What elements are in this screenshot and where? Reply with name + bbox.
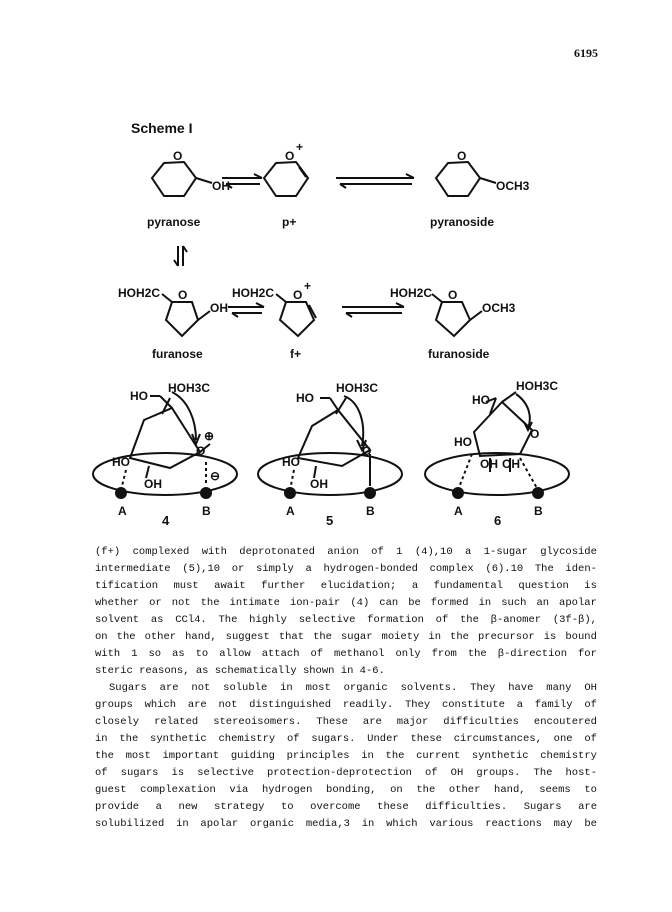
word: that	[278, 631, 305, 643]
word: bonding,	[326, 784, 377, 796]
word: may	[553, 818, 573, 830]
word: shown	[302, 665, 335, 677]
c4-ominus: ⊖	[210, 469, 221, 483]
word: allow	[219, 648, 251, 660]
word: groups.	[476, 767, 521, 779]
word: attach	[261, 648, 300, 660]
host-site-b-5	[364, 487, 376, 499]
word: intimate	[229, 597, 280, 609]
word: of	[310, 648, 324, 660]
c4-ring-o: O	[196, 444, 206, 458]
word: steric	[95, 665, 133, 677]
word: other	[448, 784, 481, 796]
c4-ho-top: HO	[130, 389, 148, 403]
word: the	[95, 750, 114, 762]
furanoside-name: furanoside	[428, 347, 490, 361]
word: from	[431, 648, 457, 660]
word: can	[379, 597, 399, 609]
word: Under	[367, 733, 399, 745]
word: of	[584, 699, 597, 711]
word: glycoside	[540, 546, 597, 558]
c4-oh: OH	[144, 477, 162, 491]
word: moiety	[381, 631, 420, 643]
c6-oh-right: OH	[502, 457, 520, 471]
complex-5-number: 5	[326, 513, 334, 528]
text-line	[95, 799, 597, 816]
word: reasons,	[139, 665, 190, 677]
word: as	[172, 648, 185, 660]
word: host-	[565, 767, 597, 779]
word: which	[144, 699, 177, 711]
c6-oh-left: OH	[480, 457, 498, 471]
f-plus-hoh2c-label: HOH2C	[232, 286, 275, 300]
host-site-a-5	[284, 487, 296, 499]
word: these	[410, 733, 442, 745]
word: is	[584, 580, 597, 592]
c6-site-a: A	[454, 504, 463, 518]
word: in	[361, 818, 375, 830]
word: so	[148, 648, 162, 660]
word: a	[465, 546, 472, 558]
word: 1-sugar	[483, 546, 528, 558]
f-plus-ring	[280, 302, 314, 336]
word: organic	[249, 818, 295, 830]
word: via	[229, 784, 249, 796]
pyranoside-ring	[436, 162, 480, 196]
word: CCl4.	[175, 614, 207, 626]
word: an	[536, 597, 550, 609]
word: The	[218, 614, 238, 626]
word: hand,	[494, 784, 526, 796]
word: Sugars	[109, 682, 147, 694]
c6-hoh3c: HOH3C	[516, 379, 559, 393]
word: schematically	[214, 665, 297, 677]
word: difficulties.	[425, 801, 508, 813]
word: (6).10	[485, 563, 524, 575]
word: organic	[343, 682, 388, 694]
text-line	[95, 595, 597, 612]
word: They	[470, 682, 496, 694]
word: closely	[95, 716, 140, 728]
text-line	[95, 714, 597, 731]
word: solvents.	[400, 682, 458, 694]
c5-oh: OH	[310, 477, 328, 491]
word: in	[340, 665, 354, 677]
word: in	[478, 597, 492, 609]
word: 4-6.	[359, 665, 385, 677]
word: hand,	[185, 631, 217, 643]
word: not	[171, 597, 191, 609]
scheme-title: Scheme I	[131, 120, 193, 136]
p-plus-ring	[264, 162, 308, 196]
word: chemistry	[540, 750, 597, 762]
pyranose-oh-label: OH	[212, 179, 230, 193]
c5-hoh3c: HOH3C	[336, 381, 379, 395]
word: important	[162, 750, 220, 762]
word: complexation	[140, 784, 216, 796]
word: The	[533, 767, 553, 779]
p-plus-name: p+	[282, 215, 297, 229]
word: selective	[298, 614, 356, 626]
word: The	[534, 563, 554, 575]
word: a	[516, 699, 524, 711]
word: to	[195, 648, 209, 660]
c6-ho-left: HO	[454, 435, 472, 449]
word: of	[425, 767, 438, 779]
word: β-direction	[497, 648, 567, 660]
word: further	[261, 580, 306, 592]
c5-ring-o: O	[362, 444, 372, 458]
host-site-a-4	[115, 487, 127, 499]
c4-ho-left: HO	[112, 455, 130, 469]
word: hydrogen	[261, 784, 313, 796]
word: They	[404, 699, 431, 711]
word: solubilized	[95, 818, 165, 830]
word: guest	[95, 784, 127, 796]
word: selective	[197, 767, 254, 779]
word: is	[171, 767, 185, 779]
word: have	[508, 682, 534, 694]
c6-site-b: B	[534, 504, 543, 518]
text-line	[95, 765, 597, 782]
word: deprotonated	[239, 546, 315, 558]
word: many	[546, 682, 572, 694]
word: the	[416, 784, 436, 796]
word: be	[584, 818, 597, 830]
complex-6-number: 6	[494, 513, 502, 528]
word: tification	[95, 580, 159, 592]
word: suggest	[225, 631, 270, 643]
word: chemistry	[218, 733, 276, 745]
word: to	[584, 784, 597, 796]
f-plus-charge: +	[304, 279, 312, 293]
word: (3f-β),	[552, 614, 597, 626]
word: related	[154, 716, 199, 728]
word: in	[280, 682, 293, 694]
host-ring-5	[258, 453, 402, 495]
word: synthetic	[471, 750, 529, 762]
pyranose-ring	[152, 162, 196, 196]
pyranoside-och3-label: OCH3	[496, 179, 530, 193]
word: are	[578, 801, 597, 813]
word: principles	[286, 750, 350, 762]
pyranoside-name: pyranoside	[430, 215, 495, 229]
word: the	[200, 597, 220, 609]
word: these	[377, 801, 409, 813]
word: with	[201, 546, 227, 558]
word: of	[95, 767, 108, 779]
word: other	[144, 631, 177, 643]
p-plus-ring-o: O	[285, 149, 295, 163]
furanose-ring-o: O	[178, 288, 188, 302]
text-line	[95, 544, 597, 561]
word: question	[518, 580, 569, 592]
word: OH	[584, 682, 597, 694]
word: (4),10	[414, 546, 453, 558]
word: are	[362, 716, 382, 728]
f-plus-name: f+	[290, 347, 302, 361]
host-site-b-4	[200, 487, 212, 499]
word: Sugars	[523, 801, 562, 813]
text-line	[95, 748, 597, 765]
word: are	[159, 682, 179, 694]
word: precursor	[477, 631, 535, 643]
word: on	[390, 784, 403, 796]
furanose-name: furanose	[152, 347, 203, 361]
c4-site-a: A	[118, 504, 127, 518]
c4-site-b: B	[202, 504, 211, 518]
word: as	[150, 614, 164, 626]
word: sugars	[120, 767, 159, 779]
pyranoside-ring-o: O	[457, 149, 467, 163]
word: only	[395, 648, 421, 660]
word: in	[428, 631, 441, 643]
word: media,3	[305, 818, 350, 830]
word: encoutered	[533, 716, 597, 728]
word: 1	[396, 546, 403, 558]
word: of	[435, 614, 449, 626]
p-plus-charge: +	[296, 140, 304, 154]
word: highly	[249, 614, 287, 626]
sugar-ring-4	[130, 408, 200, 468]
pyranose-ring-o: O	[173, 149, 183, 163]
word: or	[231, 563, 245, 575]
word: current	[416, 750, 461, 762]
word: ion-pair	[289, 597, 341, 609]
c6-ring-o: O	[530, 427, 540, 441]
c5-ho-left: HO	[282, 455, 300, 469]
word: the	[450, 631, 469, 643]
word: OH	[450, 767, 464, 779]
text-line	[95, 680, 597, 697]
text-line	[95, 731, 597, 748]
word: bound	[565, 631, 597, 643]
c4-hoh3c: HOH3C	[168, 381, 211, 395]
word: apolar	[200, 818, 239, 830]
word: These	[316, 716, 348, 728]
word: most	[125, 750, 151, 762]
word: of	[371, 546, 384, 558]
word: the	[313, 631, 332, 643]
word: reactions	[485, 818, 542, 830]
word: in	[361, 750, 374, 762]
word: await	[214, 580, 246, 592]
word: as	[195, 665, 209, 677]
word: intermediate	[95, 563, 171, 575]
host-site-b-6	[532, 487, 544, 499]
word: whether	[95, 597, 140, 609]
furanoside-hoh2c-label: HOH2C	[390, 286, 433, 300]
sugar-ring-6	[474, 402, 532, 456]
word: the	[467, 648, 487, 660]
page-number: 6195	[574, 46, 598, 60]
furanoside-och3-label: OCH3	[482, 301, 516, 315]
word: provide	[95, 801, 140, 813]
furanose-ring	[166, 302, 198, 336]
word: on	[95, 631, 108, 643]
word: the	[460, 614, 479, 626]
word: 1	[131, 648, 138, 660]
word: be	[408, 597, 421, 609]
word: hydrogen-bonded	[323, 563, 418, 575]
word: (f+)	[95, 546, 121, 558]
text-line	[95, 612, 597, 629]
word: complexed	[132, 546, 190, 558]
word: circumstances,	[453, 733, 542, 745]
furanoside-ring	[436, 302, 470, 336]
word: β-anomer	[490, 614, 542, 626]
text-line	[95, 646, 597, 663]
word: which	[386, 818, 418, 830]
word: not	[218, 699, 238, 711]
word: most	[305, 682, 331, 694]
word: new	[178, 801, 198, 813]
word: the	[385, 750, 405, 762]
c6-ho-top: HO	[472, 393, 490, 407]
word: such	[501, 597, 527, 609]
word: methanol	[334, 648, 385, 660]
furanose-oh-label: OH	[210, 301, 228, 315]
word: simply	[256, 563, 294, 575]
word: guiding	[230, 750, 275, 762]
word: not	[191, 682, 211, 694]
text-line	[95, 578, 597, 595]
f-plus-ring-o: O	[293, 288, 303, 302]
word: solvent	[95, 614, 140, 626]
word: elucidation;	[320, 580, 397, 592]
word: apolar	[559, 597, 597, 609]
text-line	[95, 561, 597, 578]
word: for	[577, 648, 597, 660]
word: various	[429, 818, 474, 830]
word: is	[543, 631, 557, 643]
sugar-ring-5	[298, 410, 370, 466]
word: complex	[429, 563, 474, 575]
word: difficulties	[443, 716, 519, 728]
word: seems	[539, 784, 571, 796]
text-line	[95, 629, 597, 646]
word: or	[149, 597, 162, 609]
word: with	[95, 648, 121, 660]
text-line	[95, 782, 597, 799]
word: the	[119, 733, 139, 745]
word: are	[187, 699, 207, 711]
text-line	[95, 697, 597, 714]
word: a	[155, 801, 162, 813]
word: family	[534, 699, 573, 711]
word: sugars.	[311, 733, 356, 745]
c4-oplus: ⊕	[204, 429, 215, 443]
word: overcome	[310, 801, 361, 813]
text-line	[95, 816, 597, 833]
host-site-a-6	[452, 487, 464, 499]
word: fundamental	[433, 580, 503, 592]
word: in	[176, 818, 189, 830]
word: of	[286, 733, 300, 745]
word: synthetic	[150, 733, 207, 745]
word: sugar	[341, 631, 373, 643]
word: readily.	[342, 699, 394, 711]
word: iden-	[565, 563, 597, 575]
word: formed	[430, 597, 469, 609]
c5-site-b: B	[366, 504, 375, 518]
furanose-hoh2c-label: HOH2C	[118, 286, 161, 300]
word: groups	[95, 699, 133, 711]
pyranose-name: pyranose	[147, 215, 201, 229]
word: the	[116, 631, 136, 643]
word: major	[396, 716, 429, 728]
word: stereoisomers.	[213, 716, 302, 728]
word: (4)	[350, 597, 370, 609]
word: of	[584, 733, 597, 745]
word: a	[305, 563, 312, 575]
word: constitute	[441, 699, 505, 711]
word: (5),10	[182, 563, 221, 575]
word: anion	[327, 546, 359, 558]
complex-4-number: 4	[162, 513, 170, 528]
word: protection-deprotection	[267, 767, 412, 779]
word: formation	[367, 614, 424, 626]
furanoside-ring-o: O	[448, 288, 458, 302]
word: distinguished	[249, 699, 332, 711]
body-text	[95, 544, 597, 833]
c5-site-a: A	[286, 504, 295, 518]
word: soluble	[223, 682, 268, 694]
word: strategy	[214, 801, 265, 813]
text-line	[95, 663, 597, 680]
word: must	[173, 580, 199, 592]
word: in	[95, 733, 108, 745]
word: one	[553, 733, 573, 745]
word: to	[281, 801, 294, 813]
c5-ho-top: HO	[296, 391, 314, 405]
word: a	[411, 580, 419, 592]
